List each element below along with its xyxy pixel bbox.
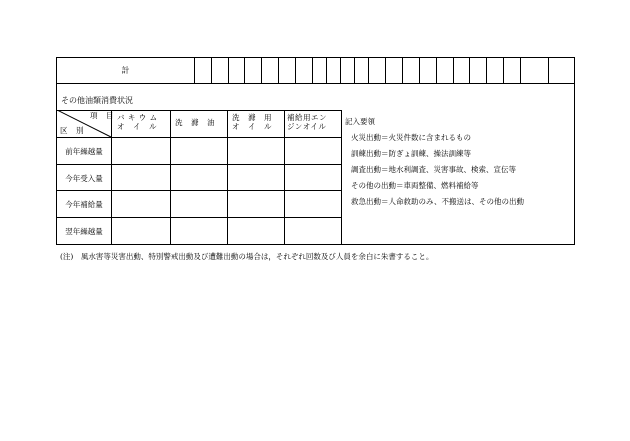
column-header-line: オ イ ル: [232, 121, 272, 131]
column-header-washing-use-oil: [232, 114, 282, 131]
total-cell: [327, 58, 341, 83]
total-cell: [355, 58, 369, 83]
total-cell: [386, 58, 403, 83]
guideline-item: 火災出動＝火災件数に含まれるもの: [351, 133, 471, 142]
total-cell: [229, 58, 245, 83]
column-header-line: 洗 滌 油: [175, 118, 215, 127]
column-header-line: オ イ ル: [117, 121, 157, 131]
form-frame: [56, 57, 575, 245]
guideline-item: その他の出動＝車両整備、燃料補給等: [351, 181, 479, 190]
header-category-label: 区 別: [60, 126, 84, 135]
total-cell: [487, 58, 504, 83]
row-label-carry-forward: 翌年繰越量: [65, 227, 103, 236]
column-divider: [227, 110, 228, 244]
total-cell: [195, 58, 212, 83]
footnote: (注) 風水害等災害出動、特別警戒出動及び遭難出動の場合は，それぞれ回数及び人員を余白に朱書すること。: [60, 252, 434, 261]
fuel-section-title: その他油類消費状況: [61, 96, 133, 105]
total-cell: [245, 58, 262, 83]
row-label-previous-balance: 前年繰越量: [65, 147, 103, 156]
column-divider: [170, 110, 171, 244]
total-row: [57, 58, 574, 84]
total-cell: [437, 58, 454, 83]
total-cell: [341, 58, 355, 83]
column-header-line: 洗 滌 用: [232, 113, 272, 122]
guideline-item: 救急出動＝人命救助のみ、不搬送は、その他の出動: [351, 197, 524, 206]
fuel-table: [57, 110, 341, 244]
column-divider: [341, 110, 342, 244]
column-header-washing-oil: [175, 119, 225, 128]
total-label: 計: [57, 58, 195, 83]
total-cell: [296, 58, 313, 83]
guideline-item: 訓練出動＝防ぎょ訓練、操法訓練等: [351, 149, 471, 158]
total-cell: [279, 58, 296, 83]
entry-guidelines: [345, 114, 524, 210]
column-header-line: ジンオイル: [287, 121, 327, 131]
guidelines-title: 記入要領: [345, 117, 375, 126]
total-cell: [504, 58, 521, 83]
total-cell: [262, 58, 279, 83]
column-header-vacuum-oil: [117, 114, 167, 131]
row-label-received: 今年受入量: [65, 174, 103, 183]
row-label-replenished: 今年補給量: [65, 200, 103, 209]
total-cell: [313, 58, 327, 83]
column-header-line: バ キ ウ ム: [117, 113, 158, 122]
total-cell: [369, 58, 386, 83]
row-divider: [57, 164, 341, 165]
column-header-engine-oil: [287, 114, 341, 131]
row-divider: [57, 217, 341, 218]
header-item-label: 項 目: [90, 111, 114, 120]
total-cell: [420, 58, 437, 83]
total-cell: [403, 58, 420, 83]
guideline-item: 調査出動＝地水利調査、災害事故、検索、宣伝等: [351, 165, 516, 174]
total-cell: [521, 58, 549, 83]
total-cell: [454, 58, 470, 83]
column-divider: [284, 110, 285, 244]
row-divider: [57, 190, 341, 191]
total-cell: [470, 58, 487, 83]
total-cell: [212, 58, 229, 83]
column-header-line: 補給用エン: [287, 113, 327, 122]
